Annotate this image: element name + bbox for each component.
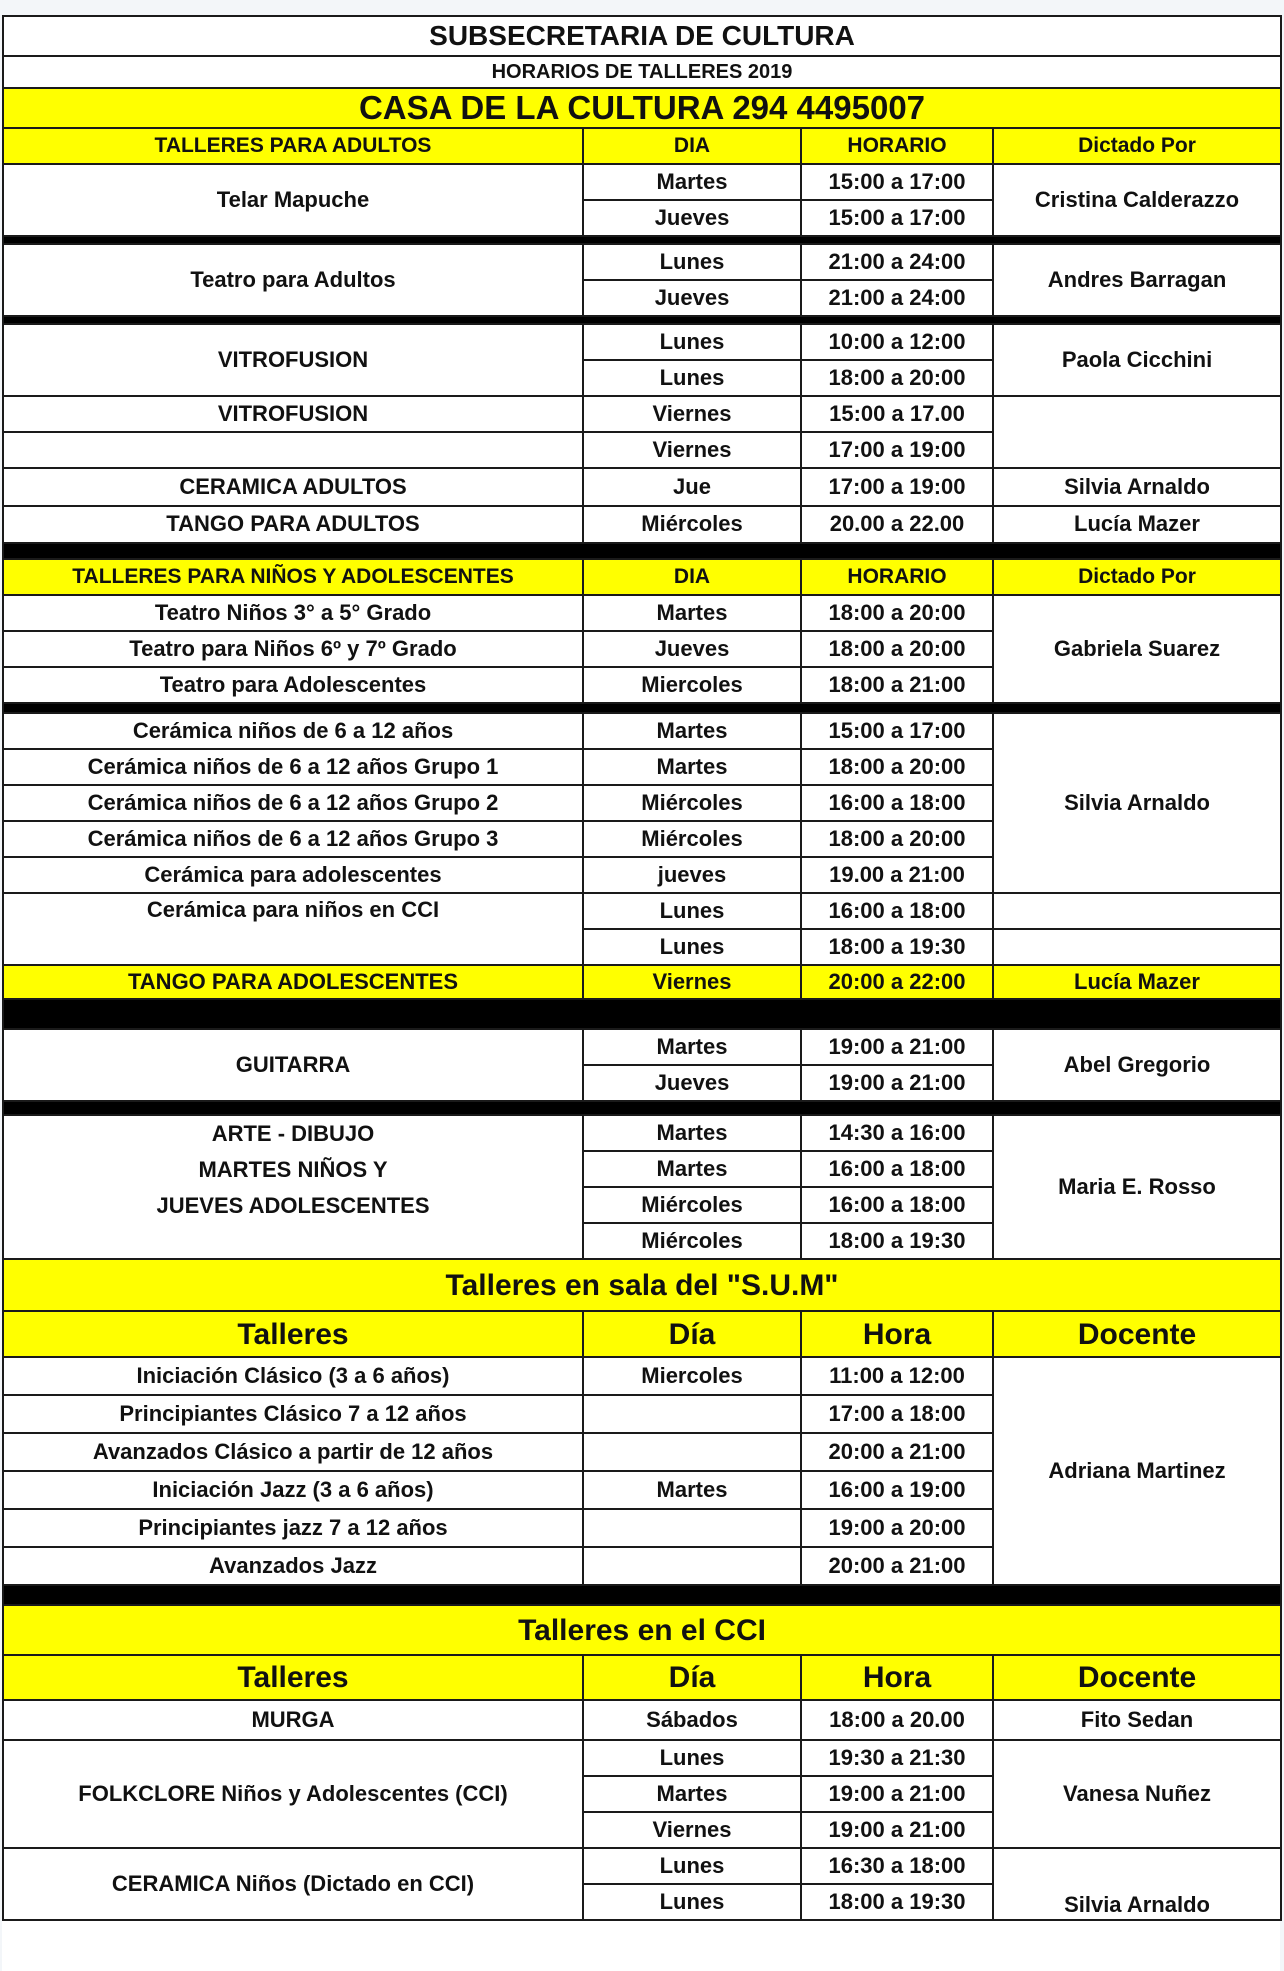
workshop-name: Principiantes jazz 7 a 12 años — [3, 1509, 583, 1547]
hours: 19:00 a 21:00 — [801, 1029, 993, 1065]
teacher: Vanesa Nuñez — [993, 1740, 1281, 1848]
workshop-name: TANGO PARA ADOLESCENTES — [3, 965, 583, 999]
hours: 18:00 a 19:30 — [801, 929, 993, 965]
day: Miércoles — [583, 506, 801, 543]
table-row — [3, 1029, 1281, 1065]
workshop-name: VITROFUSION — [3, 396, 583, 432]
header-dia: Día — [583, 1655, 801, 1700]
table-row — [3, 1115, 1281, 1151]
teacher: Lucía Mazer — [993, 506, 1281, 543]
hours: 19:30 a 21:30 — [801, 1740, 993, 1776]
hours: 10:00 a 12:00 — [801, 324, 993, 360]
separator — [3, 703, 1281, 713]
teacher-empty — [993, 929, 1281, 965]
workshop-name: CERAMICA ADULTOS — [3, 468, 583, 506]
hours: 20.00 a 22.00 — [801, 506, 993, 543]
teacher-empty — [993, 893, 1281, 929]
schedule-table — [2, 15, 1282, 1921]
workshop-name: Cerámica para niños en CCI — [3, 893, 583, 965]
hours: 18:00 a 21:00 — [801, 667, 993, 703]
teacher: Lucía Mazer — [993, 965, 1281, 999]
day: Martes — [583, 1471, 801, 1509]
day: Jue — [583, 468, 801, 506]
teacher-empty — [993, 396, 1281, 468]
arte-line-1: ARTE - DIBUJO — [211, 1121, 375, 1146]
teacher: Silvia Arnaldo — [993, 713, 1281, 893]
day: Miercoles — [583, 667, 801, 703]
hours: 21:00 a 24:00 — [801, 280, 993, 316]
sum-title: Talleres en sala del "S.U.M" — [3, 1259, 1281, 1311]
workshop-name: Cerámica para adolescentes — [3, 857, 583, 893]
hours: 15:00 a 17.00 — [801, 396, 993, 432]
subtitle: HORARIOS DE TALLERES 2019 — [3, 56, 1281, 88]
day: Martes — [583, 164, 801, 200]
header-dictado: Dictado Por — [993, 559, 1281, 595]
workshop-name: Cerámica niños de 6 a 12 años Grupo 2 — [3, 785, 583, 821]
workshop-name: Principiantes Clásico 7 a 12 años — [3, 1395, 583, 1433]
teacher: Abel Gregorio — [993, 1029, 1281, 1101]
teacher: Adriana Martinez — [993, 1357, 1281, 1585]
header-dictado: Dictado Por — [993, 128, 1281, 164]
hours: 19:00 a 21:00 — [801, 1812, 993, 1848]
separator — [3, 543, 1281, 559]
header-hora: Hora — [801, 1655, 993, 1700]
hours: 20:00 a 21:00 — [801, 1547, 993, 1585]
day: Jueves — [583, 200, 801, 236]
workshop-name: MURGA — [3, 1700, 583, 1740]
cci-title: Talleres en el CCI — [3, 1605, 1281, 1655]
arte-line-2: MARTES NIÑOS Y — [198, 1157, 388, 1182]
hours: 16:00 a 18:00 — [801, 893, 993, 929]
header-dia: DIA — [583, 128, 801, 164]
header-talleres-ninos: TALLERES PARA NIÑOS Y ADOLESCENTES — [3, 559, 583, 595]
day: Lunes — [583, 1848, 801, 1884]
day: Lunes — [583, 360, 801, 396]
workshop-name: GUITARRA — [3, 1029, 583, 1101]
table-row — [3, 244, 1281, 280]
hours: 18:00 a 19:30 — [801, 1223, 993, 1259]
hours: 19:00 a 20:00 — [801, 1509, 993, 1547]
hours: 20:00 a 22:00 — [801, 965, 993, 999]
workshop-name-empty — [3, 432, 583, 468]
hours: 18:00 a 19:30 — [801, 1884, 993, 1920]
table-row — [3, 893, 1281, 929]
hours: 20:00 a 21:00 — [801, 1433, 993, 1471]
day: Martes — [583, 1776, 801, 1812]
teacher: Fito Sedan — [993, 1700, 1281, 1740]
table-row — [3, 1700, 1281, 1740]
teacher: Maria E. Rosso — [993, 1115, 1281, 1259]
header-talleres: Talleres — [3, 1311, 583, 1357]
hours: 17:00 a 19:00 — [801, 468, 993, 506]
hours: 16:00 a 18:00 — [801, 1187, 993, 1223]
table-row — [3, 1740, 1281, 1776]
day: Martes — [583, 1029, 801, 1065]
hours: 18:00 a 20:00 — [801, 631, 993, 667]
workshop-name: Cerámica niños de 6 a 12 años Grupo 1 — [3, 749, 583, 785]
day: Lunes — [583, 893, 801, 929]
main-title: SUBSECRETARIA DE CULTURA — [3, 16, 1281, 56]
header-talleres: Talleres — [3, 1655, 583, 1700]
day: Lunes — [583, 1740, 801, 1776]
day: Viernes — [583, 396, 801, 432]
hours: 16:00 a 18:00 — [801, 785, 993, 821]
hours: 16:30 a 18:00 — [801, 1848, 993, 1884]
workshop-name: Iniciación Jazz (3 a 6 años) — [3, 1471, 583, 1509]
hours: 17:00 a 19:00 — [801, 432, 993, 468]
day: Miércoles — [583, 1223, 801, 1259]
table-row — [3, 396, 1281, 432]
table-row — [3, 324, 1281, 360]
day: Jueves — [583, 1065, 801, 1101]
hours: 16:00 a 18:00 — [801, 1151, 993, 1187]
schedule-sheet — [2, 15, 1280, 1971]
header-horario: HORARIO — [801, 559, 993, 595]
hours: 11:00 a 12:00 — [801, 1357, 993, 1395]
workshop-name: VITROFUSION — [3, 324, 583, 396]
hours: 15:00 a 17:00 — [801, 713, 993, 749]
casa-title: CASA DE LA CULTURA 294 4495007 — [3, 88, 1281, 128]
table-row — [3, 1357, 1281, 1395]
separator — [3, 999, 1281, 1029]
day: Miercoles — [583, 1357, 801, 1395]
table-row — [3, 468, 1281, 506]
workshop-name: FOLKCLORE Niños y Adolescentes (CCI) — [3, 1740, 583, 1848]
workshop-name: Teatro para Adultos — [3, 244, 583, 316]
hours: 17:00 a 18:00 — [801, 1395, 993, 1433]
hours: 18:00 a 20:00 — [801, 595, 993, 631]
workshop-name: Telar Mapuche — [3, 164, 583, 236]
header-horario: HORARIO — [801, 128, 993, 164]
hours: 18:00 a 20:00 — [801, 749, 993, 785]
hours: 16:00 a 19:00 — [801, 1471, 993, 1509]
header-docente: Docente — [993, 1311, 1281, 1357]
table-row — [3, 506, 1281, 543]
separator — [3, 1585, 1281, 1605]
workshop-name: CERAMICA Niños (Dictado en CCI) — [3, 1848, 583, 1920]
workshop-name: Teatro para Adolescentes — [3, 667, 583, 703]
arte-line-3: JUEVES ADOLESCENTES — [156, 1193, 430, 1218]
workshop-name: Cerámica niños de 6 a 12 años — [3, 713, 583, 749]
header-hora: Hora — [801, 1311, 993, 1357]
header-dia: DIA — [583, 559, 801, 595]
hours: 14:30 a 16:00 — [801, 1115, 993, 1151]
workshop-name: Iniciación Clásico (3 a 6 años) — [3, 1357, 583, 1395]
day: Martes — [583, 749, 801, 785]
header-dia: Día — [583, 1311, 801, 1357]
day — [583, 1395, 801, 1433]
workshop-name: Avanzados Clásico a partir de 12 años — [3, 1433, 583, 1471]
day: Lunes — [583, 244, 801, 280]
day — [583, 1547, 801, 1585]
workshop-name: Teatro Niños 3° a 5° Grado — [3, 595, 583, 631]
hours: 19:00 a 21:00 — [801, 1776, 993, 1812]
header-docente: Docente — [993, 1655, 1281, 1700]
day: Sábados — [583, 1700, 801, 1740]
table-row — [3, 965, 1281, 999]
workshop-name: Teatro para Niños 6º y 7º Grado — [3, 631, 583, 667]
teacher: Silvia Arnaldo — [993, 1848, 1281, 1920]
table-row — [3, 1848, 1281, 1884]
table-row — [3, 164, 1281, 200]
hours: 21:00 a 24:00 — [801, 244, 993, 280]
day: Lunes — [583, 1884, 801, 1920]
teacher: Andres Barragan — [993, 244, 1281, 316]
day: Miércoles — [583, 821, 801, 857]
hours: 18:00 a 20:00 — [801, 821, 993, 857]
day — [583, 1509, 801, 1547]
day: Miércoles — [583, 785, 801, 821]
workshop-name: Cerámica niños de 6 a 12 años Grupo 3 — [3, 821, 583, 857]
hours: 18:00 a 20.00 — [801, 1700, 993, 1740]
day: Viernes — [583, 965, 801, 999]
workshop-name — [3, 1115, 583, 1259]
teacher: Silvia Arnaldo — [993, 468, 1281, 506]
table-row — [3, 713, 1281, 749]
table-row — [3, 595, 1281, 631]
separator — [3, 236, 1281, 244]
hours: 15:00 a 17:00 — [801, 200, 993, 236]
day: Jueves — [583, 631, 801, 667]
hours: 19.00 a 21:00 — [801, 857, 993, 893]
hours: 18:00 a 20:00 — [801, 360, 993, 396]
day: Jueves — [583, 280, 801, 316]
day: Viernes — [583, 1812, 801, 1848]
hours: 15:00 a 17:00 — [801, 164, 993, 200]
workshop-name: TANGO PARA ADULTOS — [3, 506, 583, 543]
separator — [3, 1101, 1281, 1115]
teacher: Cristina Calderazzo — [993, 164, 1281, 236]
day: Martes — [583, 713, 801, 749]
header-talleres-adultos: TALLERES PARA ADULTOS — [3, 128, 583, 164]
teacher: Paola Cicchini — [993, 324, 1281, 396]
day — [583, 1433, 801, 1471]
day: Martes — [583, 595, 801, 631]
day: Lunes — [583, 929, 801, 965]
day: Viernes — [583, 432, 801, 468]
teacher: Gabriela Suarez — [993, 595, 1281, 703]
day: Martes — [583, 1115, 801, 1151]
workshop-name: Avanzados Jazz — [3, 1547, 583, 1585]
separator — [3, 316, 1281, 324]
hours: 19:00 a 21:00 — [801, 1065, 993, 1101]
day: Martes — [583, 1151, 801, 1187]
day: jueves — [583, 857, 801, 893]
day: Lunes — [583, 324, 801, 360]
day: Miércoles — [583, 1187, 801, 1223]
